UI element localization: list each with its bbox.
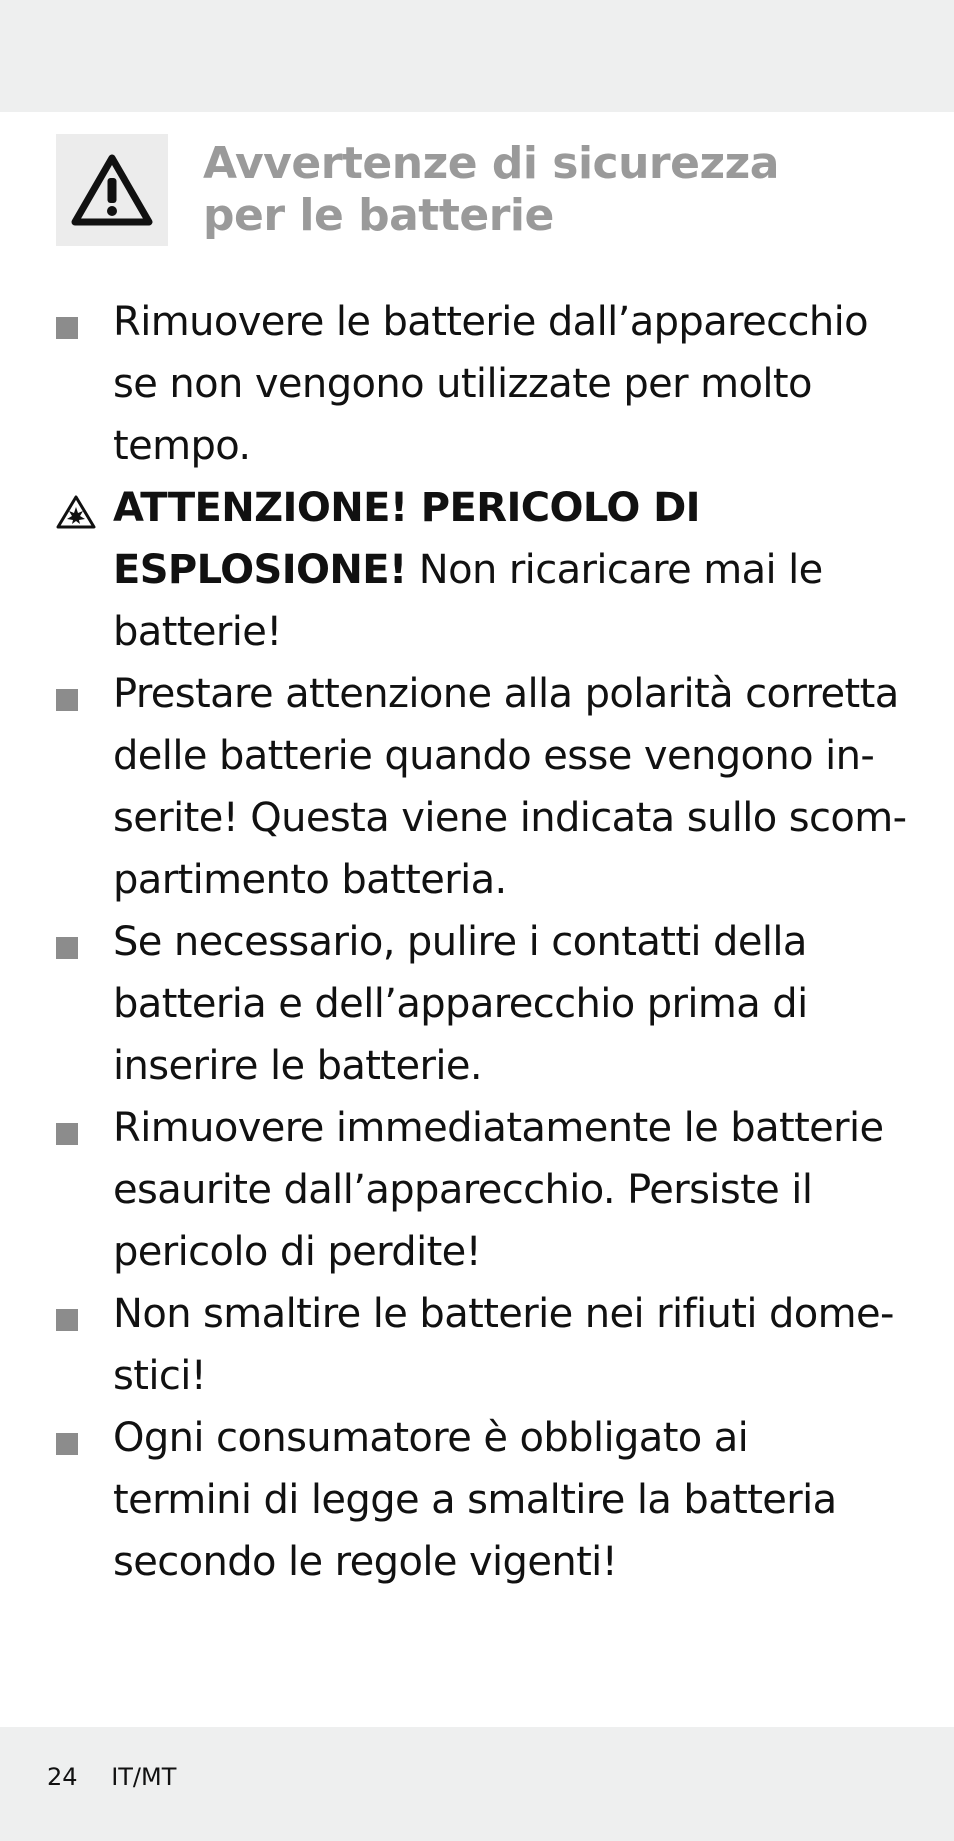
list-item	[56, 1283, 916, 1407]
item-line: tempo.	[113, 423, 251, 469]
item-line: Prestare attenzione alla polarità corretta	[113, 671, 899, 717]
top-band	[0, 0, 954, 112]
section-title-line-2: per le batterie	[203, 190, 554, 241]
item-line: esaurite dall’apparecchio. Persiste il	[113, 1167, 813, 1213]
list-item	[56, 1097, 916, 1283]
warning-icon-box	[56, 134, 168, 246]
explosion-warning-item	[56, 477, 916, 663]
item-line: partimento batteria.	[113, 857, 507, 903]
item-line: inserire le batterie.	[113, 1043, 482, 1089]
square-bullet	[56, 937, 78, 959]
warning-heading-line: ATTENZIONE! PERICOLO DI	[113, 485, 700, 531]
item-line: Rimuovere le batterie dall’apparecchio	[113, 299, 869, 345]
square-bullet	[56, 1123, 78, 1145]
item-line: serite! Questa viene indicata sullo scom-	[113, 795, 907, 841]
warning-body-text: Non ricaricare mai le	[406, 547, 823, 593]
warning-triangle-icon	[70, 153, 154, 227]
item-line	[113, 539, 916, 601]
item-line: Non smaltire le batterie nei rifiuti dome-	[113, 1291, 894, 1337]
item-line: se non vengono utilizzate per molto	[113, 361, 812, 407]
item-line: secondo le regole vigenti!	[113, 1539, 618, 1585]
item-line: pericolo di perdite!	[113, 1229, 482, 1275]
item-line: termini di legge a smaltire la batteria	[113, 1477, 837, 1523]
square-bullet	[56, 689, 78, 711]
list-item	[56, 911, 916, 1097]
safety-list	[56, 291, 916, 1593]
item-line: Rimuovere immediatamente le batterie	[113, 1105, 884, 1151]
section-title-line-1: Avvertenze di sicurezza	[203, 138, 779, 189]
item-line: batteria e dell’apparecchio prima di	[113, 981, 808, 1027]
item-line: stici!	[113, 1353, 207, 1399]
section-title	[203, 138, 923, 242]
warning-heading-text: ESPLOSIONE!	[113, 547, 407, 593]
item-line: Se necessario, pulire i contatti della	[113, 919, 807, 965]
item-line: Ogni consumatore è obbligato ai	[113, 1415, 749, 1461]
square-bullet	[56, 1433, 78, 1455]
square-bullet	[56, 1309, 78, 1331]
list-item	[56, 1407, 916, 1593]
explosion-warning-icon	[56, 495, 96, 529]
page-number: 24	[47, 1763, 78, 1791]
item-line: batterie!	[113, 609, 282, 655]
locale-label: IT/MT	[111, 1763, 177, 1791]
item-line: delle batterie quando esse vengono in-	[113, 733, 875, 779]
list-item	[56, 291, 916, 477]
page-footer	[47, 1763, 176, 1791]
square-bullet	[56, 317, 78, 339]
list-item	[56, 663, 916, 911]
